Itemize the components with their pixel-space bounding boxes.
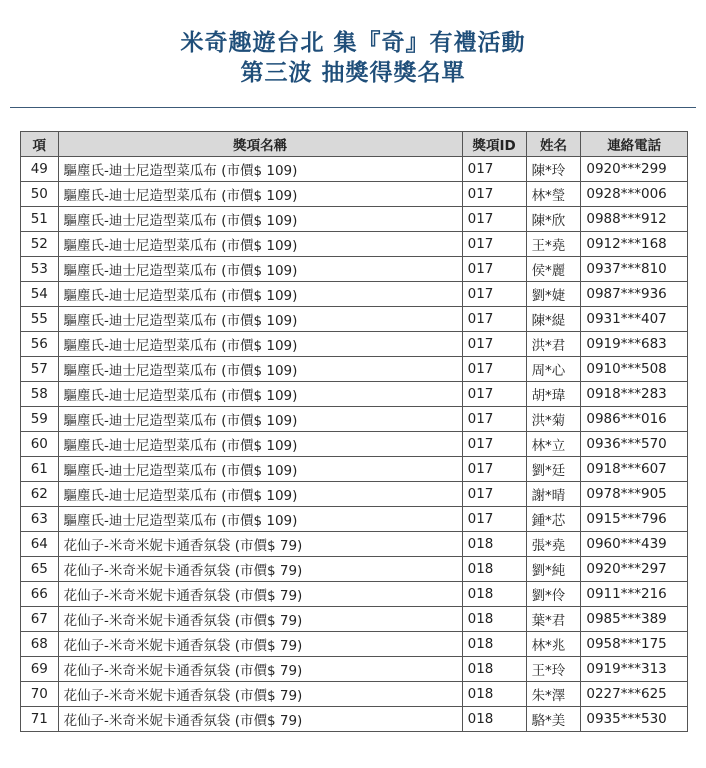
cell-prize: 驅塵氏-迪士尼造型菜瓜布 (市價$ 109) bbox=[58, 332, 462, 357]
cell-name: 陳*玲 bbox=[526, 157, 581, 182]
cell-phone: 0960***439 bbox=[581, 532, 688, 557]
cell-name: 劉*婕 bbox=[526, 282, 581, 307]
cell-prize-id: 017 bbox=[462, 157, 526, 182]
page-title: 米奇趣遊台北 集『奇』有禮活動 bbox=[180, 30, 526, 56]
cell-prize: 驅塵氏-迪士尼造型菜瓜布 (市價$ 109) bbox=[58, 432, 462, 457]
winners-table bbox=[20, 131, 688, 732]
cell-prize: 驅塵氏-迪士尼造型菜瓜布 (市價$ 109) bbox=[58, 357, 462, 382]
cell-name: 張*堯 bbox=[526, 532, 581, 557]
table-row bbox=[21, 232, 688, 257]
cell-name: 王*堯 bbox=[526, 232, 581, 257]
cell-no: 57 bbox=[21, 357, 59, 382]
table-header-row bbox=[21, 132, 688, 157]
cell-phone: 0910***508 bbox=[581, 357, 688, 382]
cell-no: 61 bbox=[21, 457, 59, 482]
cell-prize: 驅塵氏-迪士尼造型菜瓜布 (市價$ 109) bbox=[58, 232, 462, 257]
cell-no: 68 bbox=[21, 632, 59, 657]
cell-phone: 0920***297 bbox=[581, 557, 688, 582]
cell-prize: 驅塵氏-迪士尼造型菜瓜布 (市價$ 109) bbox=[58, 182, 462, 207]
cell-name: 侯*麗 bbox=[526, 257, 581, 282]
cell-phone: 0227***625 bbox=[581, 682, 688, 707]
cell-prize-id: 017 bbox=[462, 407, 526, 432]
column-header-name: 姓名 bbox=[526, 132, 581, 157]
cell-phone: 0935***530 bbox=[581, 707, 688, 732]
cell-phone: 0985***389 bbox=[581, 607, 688, 632]
cell-name: 陳*緹 bbox=[526, 307, 581, 332]
cell-phone: 0958***175 bbox=[581, 632, 688, 657]
cell-phone: 0931***407 bbox=[581, 307, 688, 332]
page-header bbox=[0, 28, 706, 88]
cell-prize: 花仙子-米奇米妮卡通香氛袋 (市價$ 79) bbox=[58, 607, 462, 632]
table-row bbox=[21, 632, 688, 657]
table-row bbox=[21, 482, 688, 507]
cell-phone: 0919***313 bbox=[581, 657, 688, 682]
cell-name: 胡*瑋 bbox=[526, 382, 581, 407]
table-row bbox=[21, 507, 688, 532]
cell-prize: 花仙子-米奇米妮卡通香氛袋 (市價$ 79) bbox=[58, 557, 462, 582]
cell-prize: 驅塵氏-迪士尼造型菜瓜布 (市價$ 109) bbox=[58, 282, 462, 307]
cell-no: 51 bbox=[21, 207, 59, 232]
cell-no: 60 bbox=[21, 432, 59, 457]
cell-no: 55 bbox=[21, 307, 59, 332]
cell-prize: 驅塵氏-迪士尼造型菜瓜布 (市價$ 109) bbox=[58, 507, 462, 532]
cell-prize-id: 018 bbox=[462, 607, 526, 632]
cell-prize-id: 017 bbox=[462, 332, 526, 357]
column-header-prize: 獎項名稱 bbox=[58, 132, 462, 157]
cell-name: 陳*欣 bbox=[526, 207, 581, 232]
cell-prize: 驅塵氏-迪士尼造型菜瓜布 (市價$ 109) bbox=[58, 207, 462, 232]
cell-name: 謝*晴 bbox=[526, 482, 581, 507]
table-row bbox=[21, 157, 688, 182]
cell-prize-id: 017 bbox=[462, 182, 526, 207]
cell-prize: 驅塵氏-迪士尼造型菜瓜布 (市價$ 109) bbox=[58, 457, 462, 482]
cell-prize-id: 018 bbox=[462, 532, 526, 557]
table-row bbox=[21, 207, 688, 232]
cell-prize-id: 018 bbox=[462, 632, 526, 657]
cell-prize-id: 017 bbox=[462, 507, 526, 532]
cell-no: 50 bbox=[21, 182, 59, 207]
cell-phone: 0986***016 bbox=[581, 407, 688, 432]
cell-prize-id: 017 bbox=[462, 207, 526, 232]
cell-name: 朱*澤 bbox=[526, 682, 581, 707]
table-row bbox=[21, 607, 688, 632]
cell-no: 58 bbox=[21, 382, 59, 407]
table-row bbox=[21, 582, 688, 607]
column-header-prize-id: 獎項ID bbox=[462, 132, 526, 157]
cell-phone: 0915***796 bbox=[581, 507, 688, 532]
cell-no: 62 bbox=[21, 482, 59, 507]
cell-no: 59 bbox=[21, 407, 59, 432]
cell-prize: 驅塵氏-迪士尼造型菜瓜布 (市價$ 109) bbox=[58, 307, 462, 332]
table-row bbox=[21, 557, 688, 582]
cell-prize-id: 017 bbox=[462, 357, 526, 382]
cell-no: 49 bbox=[21, 157, 59, 182]
table-row bbox=[21, 532, 688, 557]
cell-prize-id: 017 bbox=[462, 482, 526, 507]
table-row bbox=[21, 282, 688, 307]
cell-prize-id: 018 bbox=[462, 707, 526, 732]
table-row bbox=[21, 707, 688, 732]
cell-prize: 驅塵氏-迪士尼造型菜瓜布 (市價$ 109) bbox=[58, 407, 462, 432]
cell-no: 54 bbox=[21, 282, 59, 307]
cell-no: 67 bbox=[21, 607, 59, 632]
cell-prize: 驅塵氏-迪士尼造型菜瓜布 (市價$ 109) bbox=[58, 257, 462, 282]
cell-name: 林*立 bbox=[526, 432, 581, 457]
cell-no: 56 bbox=[21, 332, 59, 357]
cell-prize-id: 018 bbox=[462, 582, 526, 607]
column-header-no: 項 bbox=[21, 132, 59, 157]
cell-no: 52 bbox=[21, 232, 59, 257]
cell-prize-id: 017 bbox=[462, 257, 526, 282]
cell-phone: 0987***936 bbox=[581, 282, 688, 307]
cell-name: 駱*美 bbox=[526, 707, 581, 732]
cell-phone: 0988***912 bbox=[581, 207, 688, 232]
cell-prize: 花仙子-米奇米妮卡通香氛袋 (市價$ 79) bbox=[58, 632, 462, 657]
cell-prize: 花仙子-米奇米妮卡通香氛袋 (市價$ 79) bbox=[58, 582, 462, 607]
cell-phone: 0918***607 bbox=[581, 457, 688, 482]
table-row bbox=[21, 332, 688, 357]
header-divider bbox=[10, 107, 696, 108]
cell-no: 64 bbox=[21, 532, 59, 557]
cell-phone: 0978***905 bbox=[581, 482, 688, 507]
table-row bbox=[21, 682, 688, 707]
cell-no: 66 bbox=[21, 582, 59, 607]
cell-prize: 花仙子-米奇米妮卡通香氛袋 (市價$ 79) bbox=[58, 532, 462, 557]
column-header-phone: 連絡電話 bbox=[581, 132, 688, 157]
cell-name: 王*玲 bbox=[526, 657, 581, 682]
cell-phone: 0912***168 bbox=[581, 232, 688, 257]
table-row bbox=[21, 357, 688, 382]
cell-name: 周*心 bbox=[526, 357, 581, 382]
cell-prize-id: 018 bbox=[462, 657, 526, 682]
cell-no: 69 bbox=[21, 657, 59, 682]
cell-prize-id: 017 bbox=[462, 282, 526, 307]
cell-prize-id: 017 bbox=[462, 307, 526, 332]
cell-phone: 0911***216 bbox=[581, 582, 688, 607]
cell-prize: 花仙子-米奇米妮卡通香氛袋 (市價$ 79) bbox=[58, 707, 462, 732]
cell-no: 53 bbox=[21, 257, 59, 282]
cell-prize: 花仙子-米奇米妮卡通香氛袋 (市價$ 79) bbox=[58, 682, 462, 707]
table-row bbox=[21, 382, 688, 407]
cell-prize: 驅塵氏-迪士尼造型菜瓜布 (市價$ 109) bbox=[58, 482, 462, 507]
cell-phone: 0937***810 bbox=[581, 257, 688, 282]
table-row bbox=[21, 257, 688, 282]
cell-prize-id: 017 bbox=[462, 432, 526, 457]
cell-no: 71 bbox=[21, 707, 59, 732]
table-row bbox=[21, 407, 688, 432]
cell-name: 洪*君 bbox=[526, 332, 581, 357]
table-body bbox=[21, 157, 688, 732]
cell-prize-id: 017 bbox=[462, 457, 526, 482]
cell-prize-id: 018 bbox=[462, 682, 526, 707]
cell-phone: 0918***283 bbox=[581, 382, 688, 407]
cell-prize-id: 018 bbox=[462, 557, 526, 582]
table-row bbox=[21, 307, 688, 332]
page-subtitle: 第三波 抽獎得獎名單 bbox=[240, 60, 466, 86]
cell-prize-id: 017 bbox=[462, 382, 526, 407]
table-row bbox=[21, 457, 688, 482]
cell-name: 洪*菊 bbox=[526, 407, 581, 432]
cell-name: 林*瑩 bbox=[526, 182, 581, 207]
cell-name: 劉*伶 bbox=[526, 582, 581, 607]
cell-prize: 花仙子-米奇米妮卡通香氛袋 (市價$ 79) bbox=[58, 657, 462, 682]
table-row bbox=[21, 182, 688, 207]
cell-prize: 驅塵氏-迪士尼造型菜瓜布 (市價$ 109) bbox=[58, 382, 462, 407]
cell-prize: 驅塵氏-迪士尼造型菜瓜布 (市價$ 109) bbox=[58, 157, 462, 182]
cell-name: 劉*廷 bbox=[526, 457, 581, 482]
cell-name: 林*兆 bbox=[526, 632, 581, 657]
cell-phone: 0919***683 bbox=[581, 332, 688, 357]
cell-name: 鍾*芯 bbox=[526, 507, 581, 532]
cell-no: 65 bbox=[21, 557, 59, 582]
cell-no: 63 bbox=[21, 507, 59, 532]
cell-phone: 0936***570 bbox=[581, 432, 688, 457]
table-row bbox=[21, 432, 688, 457]
cell-prize-id: 017 bbox=[462, 232, 526, 257]
table-row bbox=[21, 657, 688, 682]
cell-phone: 0928***006 bbox=[581, 182, 688, 207]
cell-phone: 0920***299 bbox=[581, 157, 688, 182]
cell-name: 葉*君 bbox=[526, 607, 581, 632]
cell-no: 70 bbox=[21, 682, 59, 707]
cell-name: 劉*純 bbox=[526, 557, 581, 582]
